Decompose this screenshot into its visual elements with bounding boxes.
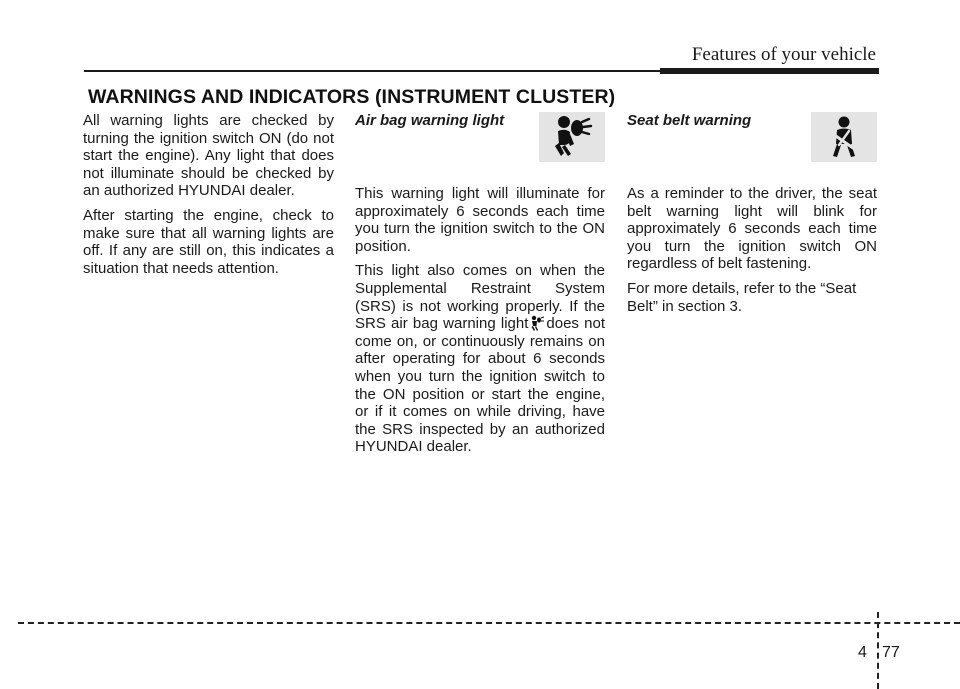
- section-title: WARNINGS AND INDICATORS (INSTRUMENT CLUSTER): [88, 86, 616, 108]
- seatbelt-heading: Seat belt warning: [627, 112, 752, 129]
- airbag-column: [355, 112, 605, 456]
- airbag-paragraph-2-start: This light also comes on when the Supplemental Restraint System (SRS) is not working properly. If the SRS air bag warning light: [355, 262, 605, 333]
- seatbelt-heading-row: [627, 112, 877, 164]
- chapter-number: 4: [858, 644, 867, 661]
- airbag-heading-row: [355, 112, 605, 164]
- running-header: Features of your vehicle: [691, 44, 876, 65]
- airbag-paragraph-2-end: does not come on, or continuously remains on after operating for about 6 seconds when you turn the ignition switch to the ON position or start the engine, or if it comes on while driving, have the SRS inspected by an authorized HYUNDAI dealer.: [355, 315, 605, 456]
- intro-paragraph-1: All warning lights are checked by turning the ignition switch ON (do not start the engine). Any light that does not illuminate should be checked by an authorized HYUNDAI dealer.: [83, 112, 334, 200]
- intro-paragraph-2: After starting the engine, check to make sure that all warning lights are off. If any are still on, this indicates a situation that needs attention.: [83, 206, 334, 277]
- footer-rule: [18, 622, 960, 624]
- seatbelt-warning-icon: [811, 112, 877, 162]
- seatbelt-paragraph-1: As a reminder to the driver, the seat belt warning light will blink for approximately 6 seconds each time you turn the ignition switch ON regardless of belt fastening.: [627, 185, 877, 273]
- header-rule-accent: [660, 68, 879, 74]
- seatbelt-paragraph-2: For more details, refer to the “Seat Belt” in section 3.: [627, 279, 857, 315]
- airbag-paragraph-1: This warning light will illuminate for approximately 6 seconds each time you turn the ignition switch to the ON position.: [355, 185, 605, 255]
- seatbelt-column: [627, 112, 877, 315]
- airbag-inline-icon: [529, 315, 545, 331]
- airbag-heading: Air bag warning light: [355, 112, 505, 129]
- airbag-warning-icon: [539, 112, 605, 162]
- footer-divider: [877, 612, 879, 689]
- intro-column: [83, 112, 334, 277]
- airbag-paragraph-2: [355, 262, 605, 456]
- page-number: 77: [882, 644, 900, 661]
